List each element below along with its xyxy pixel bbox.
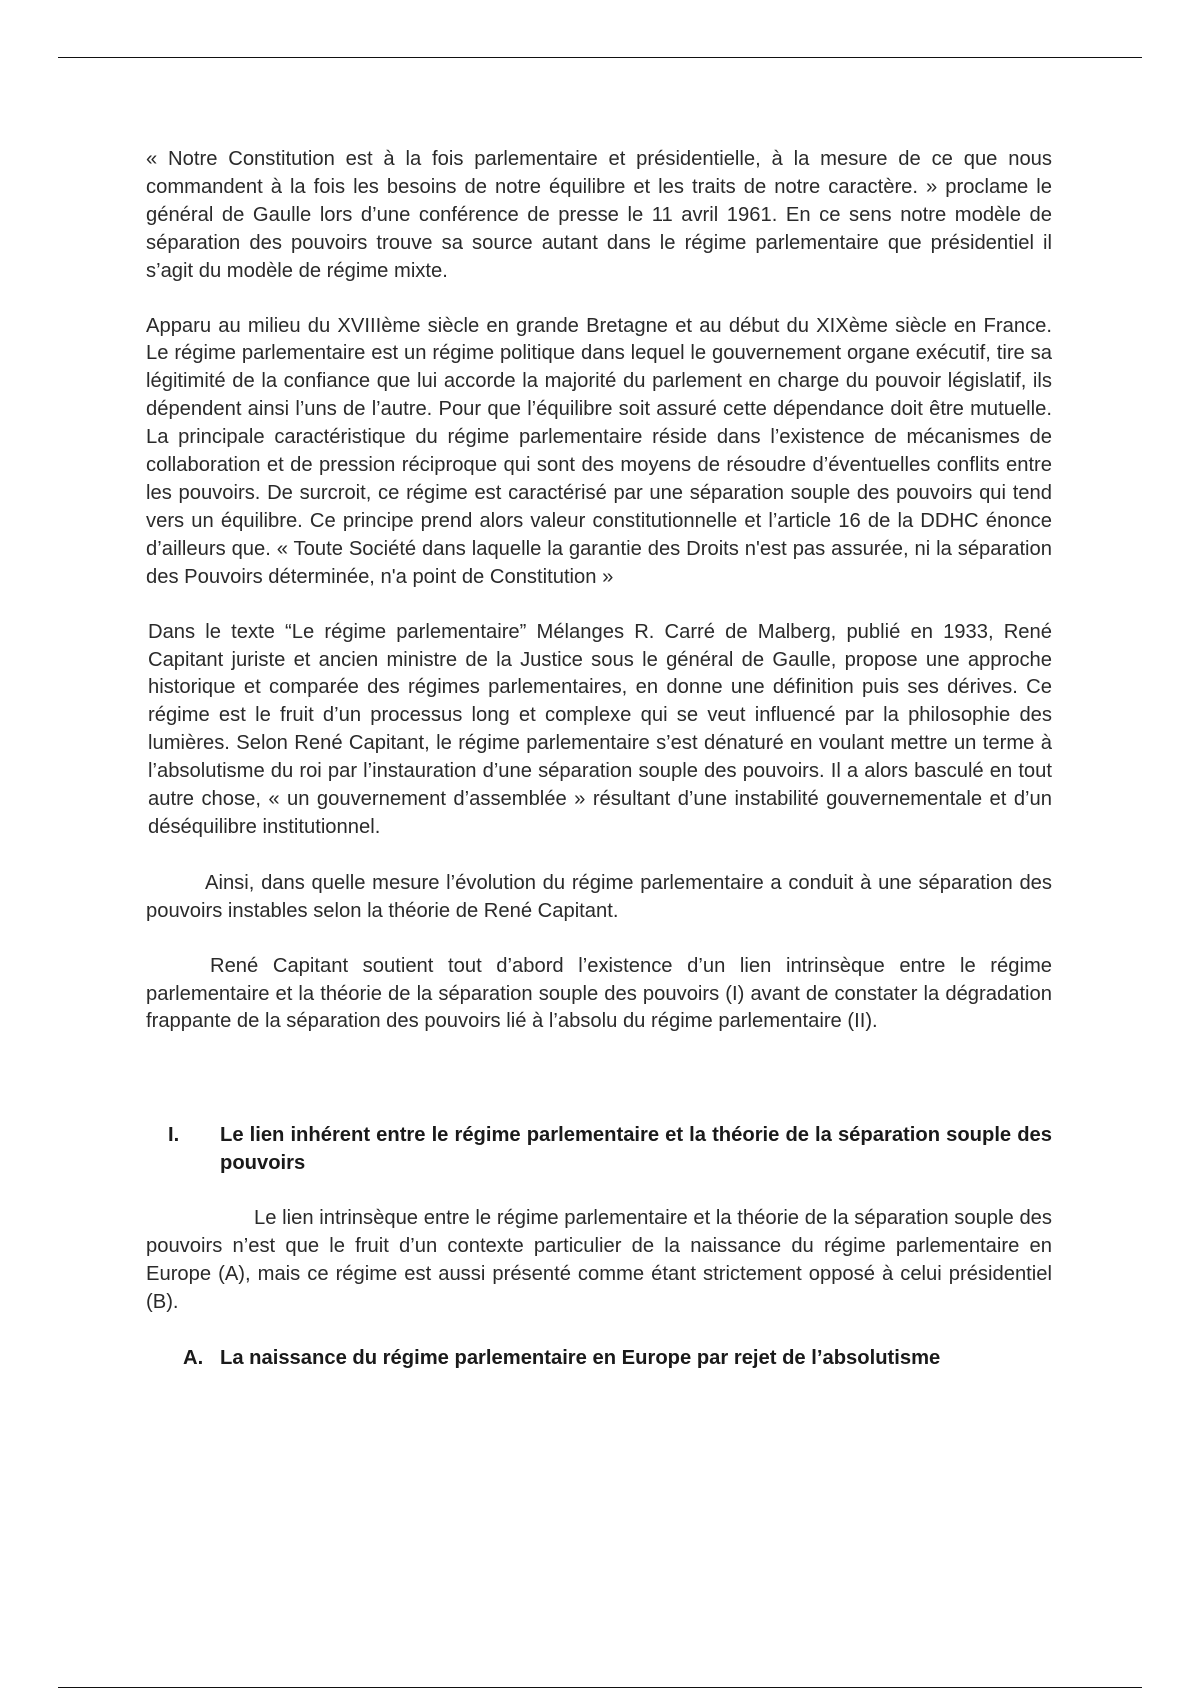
subsection-title: La naissance du régime parlementaire en Europe par rejet de l’absolutisme — [220, 1346, 941, 1369]
page-top-rule — [58, 57, 1142, 58]
section-number: I. — [168, 1124, 180, 1147]
intro-quote-paragraph: « Notre Constitution est à la fois parlementaire et présidentielle, à la mesure de ce que nous commandent à la fois les besoins de notre équilibre et les traits de notre caractère. » proclame le général de Gaulle lors d’une conférence de presse le 11 avril 1961. En ce sens notre modèle de séparation des pouvoirs trouve sa source autant dans le régime parlementaire que présidentiel il s’agit du modèle de régime mixte. — [146, 148, 1052, 282]
capitant-text-paragraph: Dans le texte “Le régime parlementaire” Mélanges R. Carré de Malberg, publié en 1933, René Capitant juriste et ancien ministre de la Justice sous le général de Gaulle, propose une approche historique et comparée des régimes parlementaires, en donne une définition puis ses dérives. Ce régime est le fruit d’un processus long et complexe qui se veut influencé par la philosophie des lumières. Selon René Capitant, le régime parlementaire s’est dénaturé en voulant mettre un terme à l’absolutisme du roi par l’instauration d’une séparation souple des pouvoirs. Il a alors basculé en tout autre chose, « un gouvernement d’assemblée » résultant d’une instabilité gouvernementale et d’un déséquilibre institutionnel. — [148, 620, 1052, 838]
problematic-paragraph: Ainsi, dans quelle mesure l’évolution du régime parlementaire a conduit à une séparation des pouvoirs instables selon la théorie de René Capitant. — [146, 871, 1052, 922]
parliamentary-regime-paragraph: Apparu au milieu du XVIIIème siècle en grande Bretagne et au début du XIXème siècle en France. Le régime parlementaire est un régime politique dans lequel le gouvernement organe exécutif, tire sa légitimité de la confiance que lui accorde la majorité du parlement en charge du pouvoir législatif, ils dépendent ainsi l’uns de l’autre. Pour que l’équilibre soit assuré cette dépendance doit être mutuelle. La principale caractéristique du régime parlementaire réside dans l’existence de mécanismes de collaboration et de pression réciproque qui sont des moyens de résoudre d’éventuelles conflits entre les pouvoirs. De surcroit, ce régime est caractérisé par une séparation souple des pouvoirs qui tend vers un équilibre. Ce principe prend alors valeur constitutionnelle et l’article 16 de la DDHC énonce d’ailleurs que. « Toute Société dans laquelle la garantie des Droits n'est pas assurée, ni la séparation des Pouvoirs déterminée, n'a point de Constitution » — [146, 314, 1052, 588]
subsection-number: A. — [183, 1346, 204, 1369]
page-bottom-rule — [58, 1687, 1142, 1688]
document-body — [146, 146, 1052, 1373]
section-heading-1 — [146, 1122, 1052, 1178]
subsection-heading-a — [146, 1345, 1004, 1373]
section-intro-paragraph: Le lien intrinsèque entre le régime parlementaire et la théorie de la séparation souple des pouvoirs n’est que le fruit d’un contexte particulier de la naissance du régime parlementaire en Europe (A), mais ce régime est aussi présenté comme étant strictement opposé à celui présidentiel (B). — [146, 1207, 1052, 1313]
plan-announcement-paragraph: René Capitant soutient tout d’abord l’existence d’un lien intrinsèque entre le régime parlementaire et la théorie de la séparation souple des pouvoirs (I) avant de constater la dégradation frappante de la séparation des pouvoirs lié à l’absolu du régime parlementaire (II). — [146, 954, 1052, 1033]
section-title: Le lien inhérent entre le régime parlementaire et la théorie de la séparation souple des pouvoirs — [220, 1124, 1052, 1175]
